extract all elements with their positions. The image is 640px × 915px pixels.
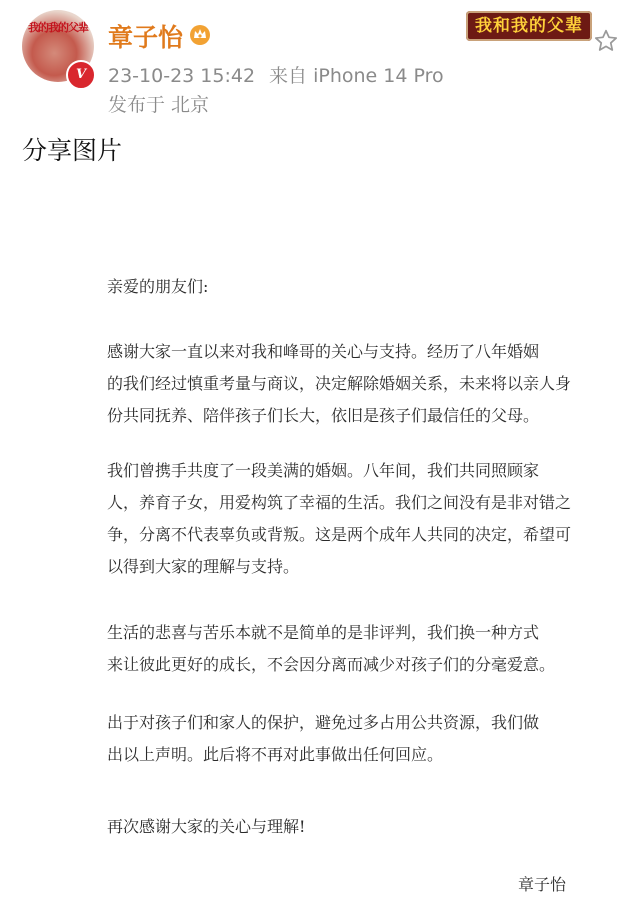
post-timestamp: 23-10-23 15:42 (108, 65, 256, 87)
letter-line: 生活的悲喜与苦乐本就不是简单的是非评判，我们换一种方式 (107, 623, 540, 642)
post-source[interactable]: 来自 iPhone 14 Pro (269, 65, 444, 87)
letter-line: 以得到大家的理解与支持。 (107, 557, 300, 576)
letter-line: 感谢大家一直以来对我和峰哥的关心与支持。经历了八年婚姻 (107, 342, 540, 361)
letter-line: 人，养育子女，用爱构筑了幸福的生活。我们之间没有是非对错之 (107, 493, 572, 512)
letter-greeting: 亲爱的朋友们: (107, 277, 209, 296)
letter-paragraph (107, 617, 567, 681)
show-banner-text: 我和我的父辈 (475, 16, 583, 36)
letter-line: 份共同抚养、陪伴孩子们长大，依旧是孩子们最信任的父母。 (107, 406, 540, 425)
author-name[interactable]: 章子怡 (108, 23, 184, 52)
star-icon[interactable] (593, 28, 619, 54)
letter-line: 出以上声明。此后将不再对此事做出任何回应。 (107, 745, 444, 764)
letter-line: 的我们经过慎重考量与商议，决定解除婚姻关系，未来将以亲人身 (107, 374, 572, 393)
verified-badge: V (66, 60, 96, 90)
post-meta (108, 61, 444, 88)
letter-paragraph (107, 811, 567, 843)
avatar-logo-text: 我的我的父辈 (28, 21, 88, 34)
post-header (0, 0, 640, 125)
letter-line: 再次感谢大家的关心与理解! (107, 817, 306, 836)
letter-line: 我们曾携手共度了一段美满的婚姻。八年间，我们共同照顾家 (107, 461, 540, 480)
post-caption: 分享图片 (22, 136, 123, 165)
letter-line: 争，分离不代表辜负或背叛。这是两个成年人共同的决定，希望可 (107, 525, 572, 544)
crown-icon (188, 22, 212, 46)
letter-paragraph (107, 707, 567, 771)
letter-line: 出于对孩子们和家人的保护，避免过多占用公共资源，我们做 (107, 713, 540, 732)
letter-paragraph (107, 455, 572, 583)
show-banner[interactable] (466, 11, 592, 41)
letter-line: 来让彼此更好的成长，不会因分离而减少对孩子们的分毫爱意。 (107, 655, 556, 674)
letter-paragraph (107, 336, 572, 432)
post-location: 发布于 北京 (108, 94, 210, 116)
letter-signature: 章子怡 (518, 875, 567, 894)
